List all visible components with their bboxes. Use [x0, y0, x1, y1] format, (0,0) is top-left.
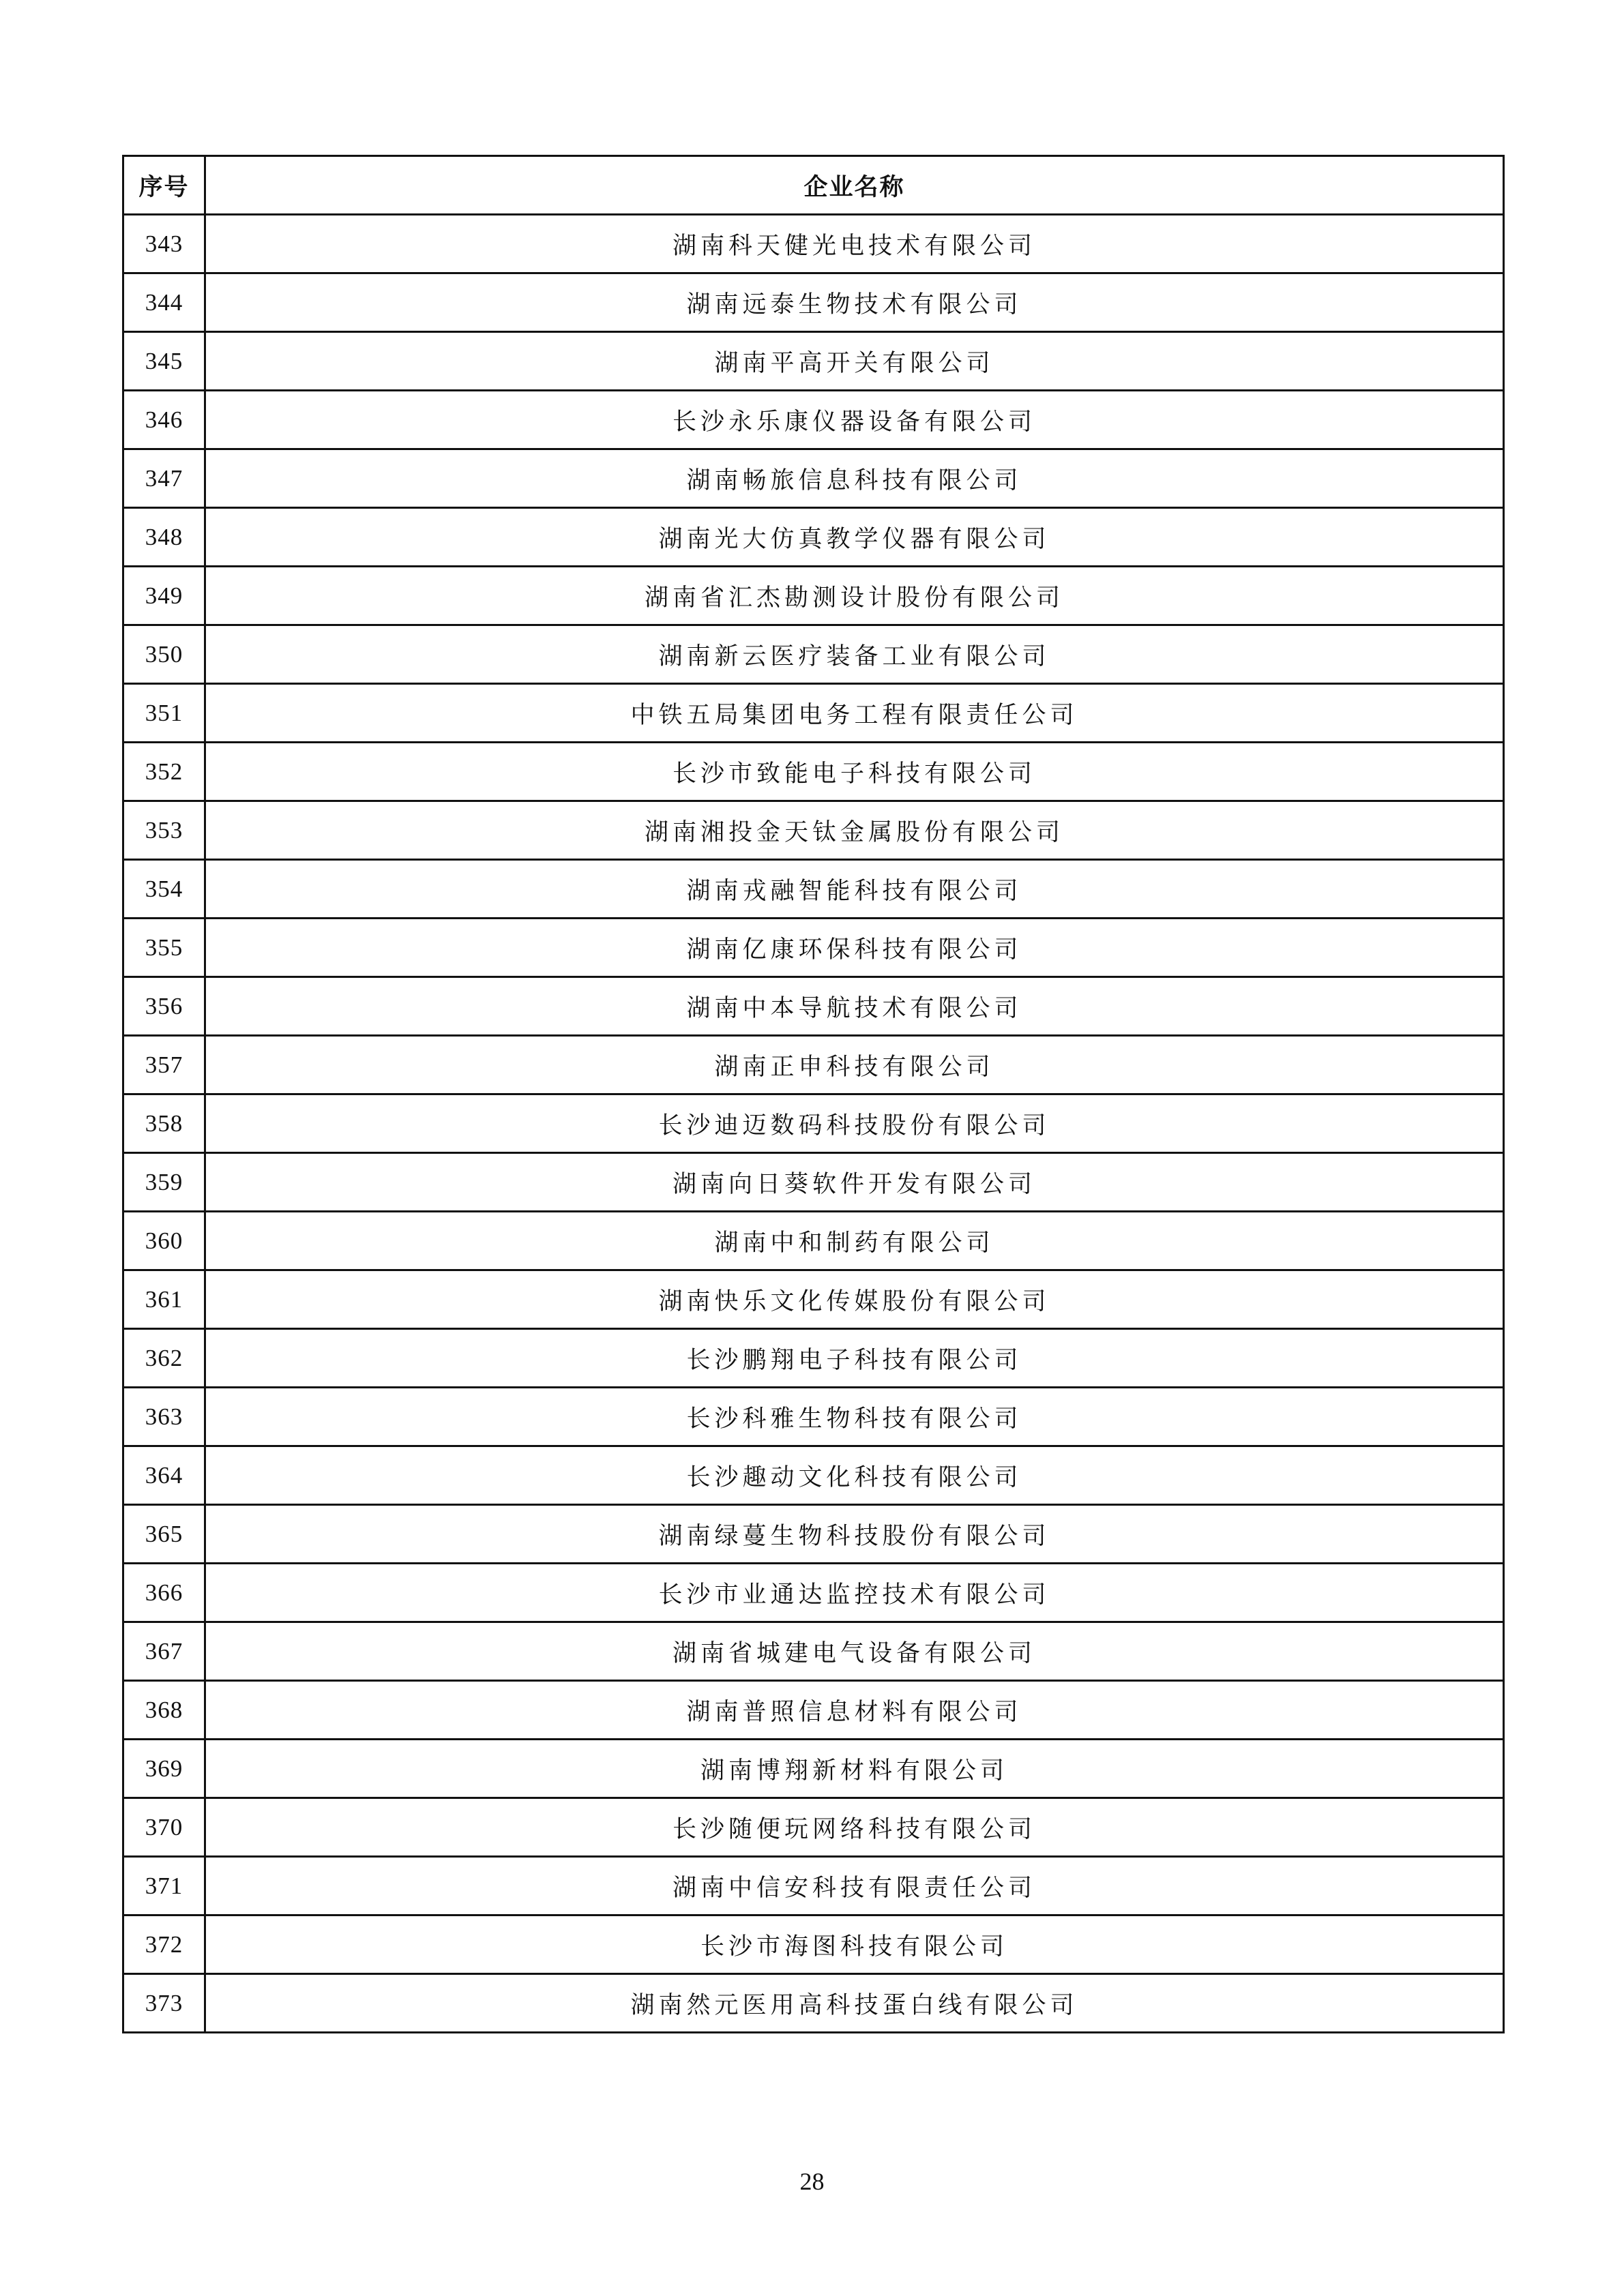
table-row — [123, 919, 1504, 977]
row-company-name: 湖南戎融智能科技有限公司 — [205, 860, 1504, 919]
row-company-name: 长沙市业通达监控技术有限公司 — [205, 1564, 1504, 1622]
row-company-name: 湖南畅旅信息科技有限公司 — [205, 449, 1504, 508]
row-index: 356 — [123, 977, 205, 1036]
row-index: 353 — [123, 801, 205, 860]
row-index: 360 — [123, 1212, 205, 1270]
row-company-name: 湖南然元医用高科技蛋白线有限公司 — [205, 1974, 1504, 2033]
table-row — [123, 508, 1504, 567]
row-company-name: 中铁五局集团电务工程有限责任公司 — [205, 684, 1504, 743]
row-company-name: 长沙市致能电子科技有限公司 — [205, 743, 1504, 801]
table-row — [123, 860, 1504, 919]
table-row — [123, 567, 1504, 625]
row-index: 347 — [123, 449, 205, 508]
row-company-name: 长沙迪迈数码科技股份有限公司 — [205, 1094, 1504, 1153]
row-company-name: 湖南省城建电气设备有限公司 — [205, 1622, 1504, 1681]
row-index: 343 — [123, 215, 205, 273]
table-row — [123, 1974, 1504, 2033]
row-company-name: 湖南新云医疗装备工业有限公司 — [205, 625, 1504, 684]
row-company-name: 湖南平高开关有限公司 — [205, 332, 1504, 391]
row-index: 369 — [123, 1740, 205, 1798]
row-company-name: 湖南绿蔓生物科技股份有限公司 — [205, 1505, 1504, 1564]
row-index: 355 — [123, 919, 205, 977]
table-row — [123, 1388, 1504, 1446]
table-row — [123, 1915, 1504, 1974]
table-row — [123, 1564, 1504, 1622]
table-row — [123, 1329, 1504, 1388]
page-number: 28 — [799, 2168, 825, 2195]
table-row — [123, 1212, 1504, 1270]
row-index: 371 — [123, 1857, 205, 1915]
row-company-name: 湖南远泰生物技术有限公司 — [205, 273, 1504, 332]
table-row — [123, 332, 1504, 391]
table-row — [123, 684, 1504, 743]
table-row — [123, 1857, 1504, 1915]
row-index: 357 — [123, 1036, 205, 1094]
row-company-name: 湖南光大仿真教学仪器有限公司 — [205, 508, 1504, 567]
table-row — [123, 1270, 1504, 1329]
row-company-name: 湖南博翔新材料有限公司 — [205, 1740, 1504, 1798]
row-company-name: 湖南中和制药有限公司 — [205, 1212, 1504, 1270]
row-index: 368 — [123, 1681, 205, 1740]
row-company-name: 湖南亿康环保科技有限公司 — [205, 919, 1504, 977]
row-index: 358 — [123, 1094, 205, 1153]
row-company-name: 湖南普照信息材料有限公司 — [205, 1681, 1504, 1740]
row-index: 352 — [123, 743, 205, 801]
row-index: 344 — [123, 273, 205, 332]
row-company-name: 长沙趣动文化科技有限公司 — [205, 1446, 1504, 1505]
table-row — [123, 625, 1504, 684]
table-row — [123, 1798, 1504, 1857]
table-row — [123, 1094, 1504, 1153]
row-index: 349 — [123, 567, 205, 625]
row-index: 348 — [123, 508, 205, 567]
row-company-name: 长沙随便玩网络科技有限公司 — [205, 1798, 1504, 1857]
row-index: 350 — [123, 625, 205, 684]
table-row — [123, 1036, 1504, 1094]
table-row — [123, 1622, 1504, 1681]
row-company-name: 湖南湘投金天钛金属股份有限公司 — [205, 801, 1504, 860]
table-row — [123, 1153, 1504, 1212]
row-index: 346 — [123, 391, 205, 449]
table-row — [123, 215, 1504, 273]
row-company-name: 长沙鹏翔电子科技有限公司 — [205, 1329, 1504, 1388]
row-index: 365 — [123, 1505, 205, 1564]
table-row — [123, 1681, 1504, 1740]
row-company-name: 长沙科雅生物科技有限公司 — [205, 1388, 1504, 1446]
row-company-name: 长沙市海图科技有限公司 — [205, 1915, 1504, 1974]
header-name: 企业名称 — [205, 156, 1504, 215]
table-row — [123, 801, 1504, 860]
row-index: 372 — [123, 1915, 205, 1974]
enterprise-table — [122, 155, 1505, 2033]
row-index: 351 — [123, 684, 205, 743]
row-index: 370 — [123, 1798, 205, 1857]
row-index: 367 — [123, 1622, 205, 1681]
header-index: 序号 — [123, 156, 205, 215]
row-index: 345 — [123, 332, 205, 391]
row-index: 373 — [123, 1974, 205, 2033]
table-row — [123, 1505, 1504, 1564]
row-index: 366 — [123, 1564, 205, 1622]
row-company-name: 湖南中信安科技有限责任公司 — [205, 1857, 1504, 1915]
row-index: 354 — [123, 860, 205, 919]
table-row — [123, 743, 1504, 801]
row-company-name: 长沙永乐康仪器设备有限公司 — [205, 391, 1504, 449]
row-company-name: 湖南向日葵软件开发有限公司 — [205, 1153, 1504, 1212]
table-row — [123, 273, 1504, 332]
row-index: 361 — [123, 1270, 205, 1329]
row-index: 362 — [123, 1329, 205, 1388]
table-header-row — [123, 156, 1504, 215]
row-company-name: 湖南中本导航技术有限公司 — [205, 977, 1504, 1036]
table-row — [123, 391, 1504, 449]
table-body — [123, 215, 1504, 2033]
row-company-name: 湖南科天健光电技术有限公司 — [205, 215, 1504, 273]
row-index: 359 — [123, 1153, 205, 1212]
table-row — [123, 977, 1504, 1036]
row-company-name: 湖南正申科技有限公司 — [205, 1036, 1504, 1094]
row-index: 364 — [123, 1446, 205, 1505]
row-company-name: 湖南快乐文化传媒股份有限公司 — [205, 1270, 1504, 1329]
row-company-name: 湖南省汇杰勘测设计股份有限公司 — [205, 567, 1504, 625]
table-row — [123, 449, 1504, 508]
row-index: 363 — [123, 1388, 205, 1446]
table-row — [123, 1740, 1504, 1798]
table-row — [123, 1446, 1504, 1505]
